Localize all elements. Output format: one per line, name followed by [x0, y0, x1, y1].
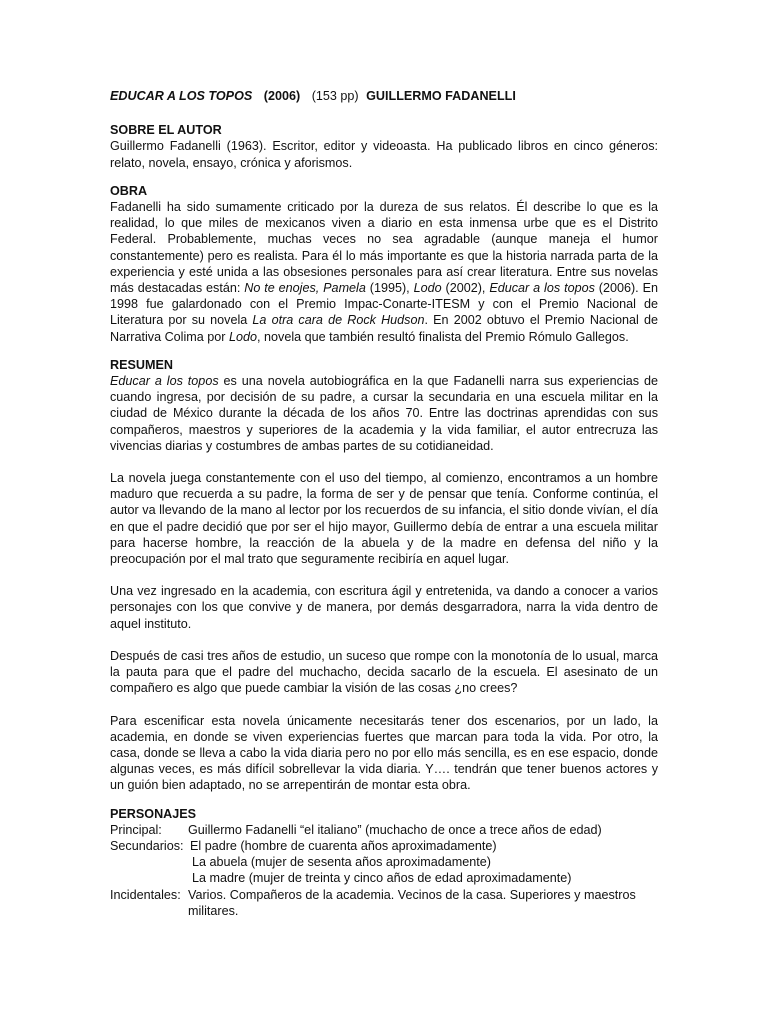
section-personajes [110, 806, 658, 919]
characters-list [110, 822, 658, 919]
sobre-text: Guillermo Fadanelli (1963). Escritor, editor y videoasta. Ha publicado libros en cinco géneros: relato, novela, ensayo, crónica y aforismos. [110, 139, 658, 170]
heading-sobre-el-autor: SOBRE EL AUTOR [110, 123, 222, 138]
character-row-secundarios [110, 838, 658, 854]
resumen-paragraph-3: Una vez ingresado en la academia, con escritura ágil y entretenida, va dando a conocer a varios personajes con los que convive y de manera, por demás desgarradora, narra la vida dentro de aquel instituto. [110, 584, 658, 631]
obra-book-3: Educar a los topos [489, 281, 595, 296]
obra-book-5: Lodo [228, 329, 258, 344]
document-title [110, 88, 658, 104]
obra-text-6: , novela que también resultó finalista del Premio Rómulo Gallegos. [257, 329, 629, 344]
character-row-principal [110, 822, 658, 838]
value-principal: Guillermo Fadanelli “el italiano” (muchacho de once a trece años de edad) [188, 822, 602, 837]
obra-text-5: . En 2002 obtuvo el Premio Nacional de Narrativa Colima por [110, 313, 658, 344]
obra-book-2: Lodo [413, 281, 442, 296]
value-secundario-1: El padre (hombre de cuarenta años aproximadamente) [190, 838, 497, 853]
obra-text-1: Fadanelli ha sido sumamente criticado por la dureza de sus relatos. Él describe lo que es la realidad, lo que miles de mexicanos viven a diario en esta inmensa urbe que es el Distrito Federal. Probablemente, muchas veces no sea agradable (aunque maneja el humor constantemente) pero es realista. Para él lo más importante es que la historia narrada parta de la experiencia y esté unida a las obsesiones personales para así crear literatura. Entre sus novelas más destacadas están: [110, 200, 658, 296]
label-incidentales: Incidentales: [110, 887, 181, 902]
section-obra [110, 183, 658, 345]
obra-text-4: (2006). En 1998 fue galardonado con el Premio Impac-Conarte-ITESM y con el Premio Nacional de Literatura por su novela [110, 281, 658, 328]
resumen-paragraph-5: Para escenificar esta novela únicamente necesitarás tener dos escenarios, por un lado, la academia, en donde se viven experiencias fuertes que marcan para toda la vida. Por otro, la casa, donde se lleva a cabo la vida diaria pero no por ello más sencilla, es en ese espacio, donde algunas veces, es más difícil sobrellevar la vida diaria. Y…. tendrán que tener buenos actores y un guión bien adaptado, no se arrepentirán de montar esta obra. [110, 713, 658, 793]
label-principal: Principal: [110, 822, 162, 837]
section-resumen [110, 357, 658, 794]
obra-book-4: La otra cara de Rock Hudson [252, 313, 425, 328]
resumen-paragraph-4: Después de casi tres años de estudio, un suceso que rompe con la monotonía de lo usual, marca la pauta para que el padre del muchacho, decida sacarlo de la escuela. El asesinato de un compañero es algo que puede cambiar la visión de las cosas ¿no crees? [110, 648, 658, 696]
resumen-book-title: Educar a los topos [110, 374, 219, 389]
obra-text-2: (1995), [365, 281, 414, 296]
value-incidentales: Varios. Compañeros de la academia. Vecinos de la casa. Superiores y maestros militares. [188, 887, 636, 918]
book-pages: (153 pp) [311, 89, 359, 103]
value-secundario-3: La madre (mujer de treinta y cinco años de edad aproximadamente) [192, 871, 572, 886]
value-secundario-2: La abuela (mujer de sesenta años aproximadamente) [192, 855, 491, 870]
obra-text-3: (2002), [441, 281, 490, 296]
heading-obra: OBRA [110, 183, 148, 198]
heading-personajes: PERSONAJES [110, 806, 197, 821]
resumen-paragraph-1 [110, 373, 658, 454]
section-sobre-el-autor [110, 122, 658, 171]
obra-book-1: No te enojes, Pamela [244, 281, 366, 296]
obra-text [110, 199, 658, 345]
character-row-incidentales [110, 887, 658, 919]
book-title: EDUCAR A LOS TOPOS [110, 89, 253, 103]
book-year: (2006) [263, 89, 301, 103]
resumen-paragraph-1-text: es una novela autobiográfica en la que Fadanelli narra sus experiencias de cuando ingresa, por decisión de su padre, a cursar la secundaria en una escuela militar en la ciudad de México durante la década de los años 70. Entre las doctrinas aprendidas con sus compañeros, maestros y superiores de la academia y la vida familiar, el autor entrecruza las vivencias diarias y costumbres de ambas partes de su cotidianeidad. [110, 374, 659, 453]
resumen-paragraph-2: La novela juega constantemente con el uso del tiempo, al comienzo, encontramos a un hombre maduro que recuerda a su padre, la forma de ser y de pensar que tenía. Conforme continúa, el autor va llevando de la mano al lector por los recuerdos de su infancia, el sitio donde vivían, el día en que el padre decidió que por ser el hijo mayor, Guillermo debía de entrar a una escuela militar para hacerse hombre, la reacción de la abuela y de la madre en defensa del niño y la preocupación por el mal trato que seguramente recibiría en aquel lugar. [110, 471, 658, 567]
heading-resumen: RESUMEN [110, 357, 173, 372]
label-secundarios: Secundarios: [110, 838, 184, 853]
book-author: GUILLERMO FADANELLI [366, 89, 516, 103]
